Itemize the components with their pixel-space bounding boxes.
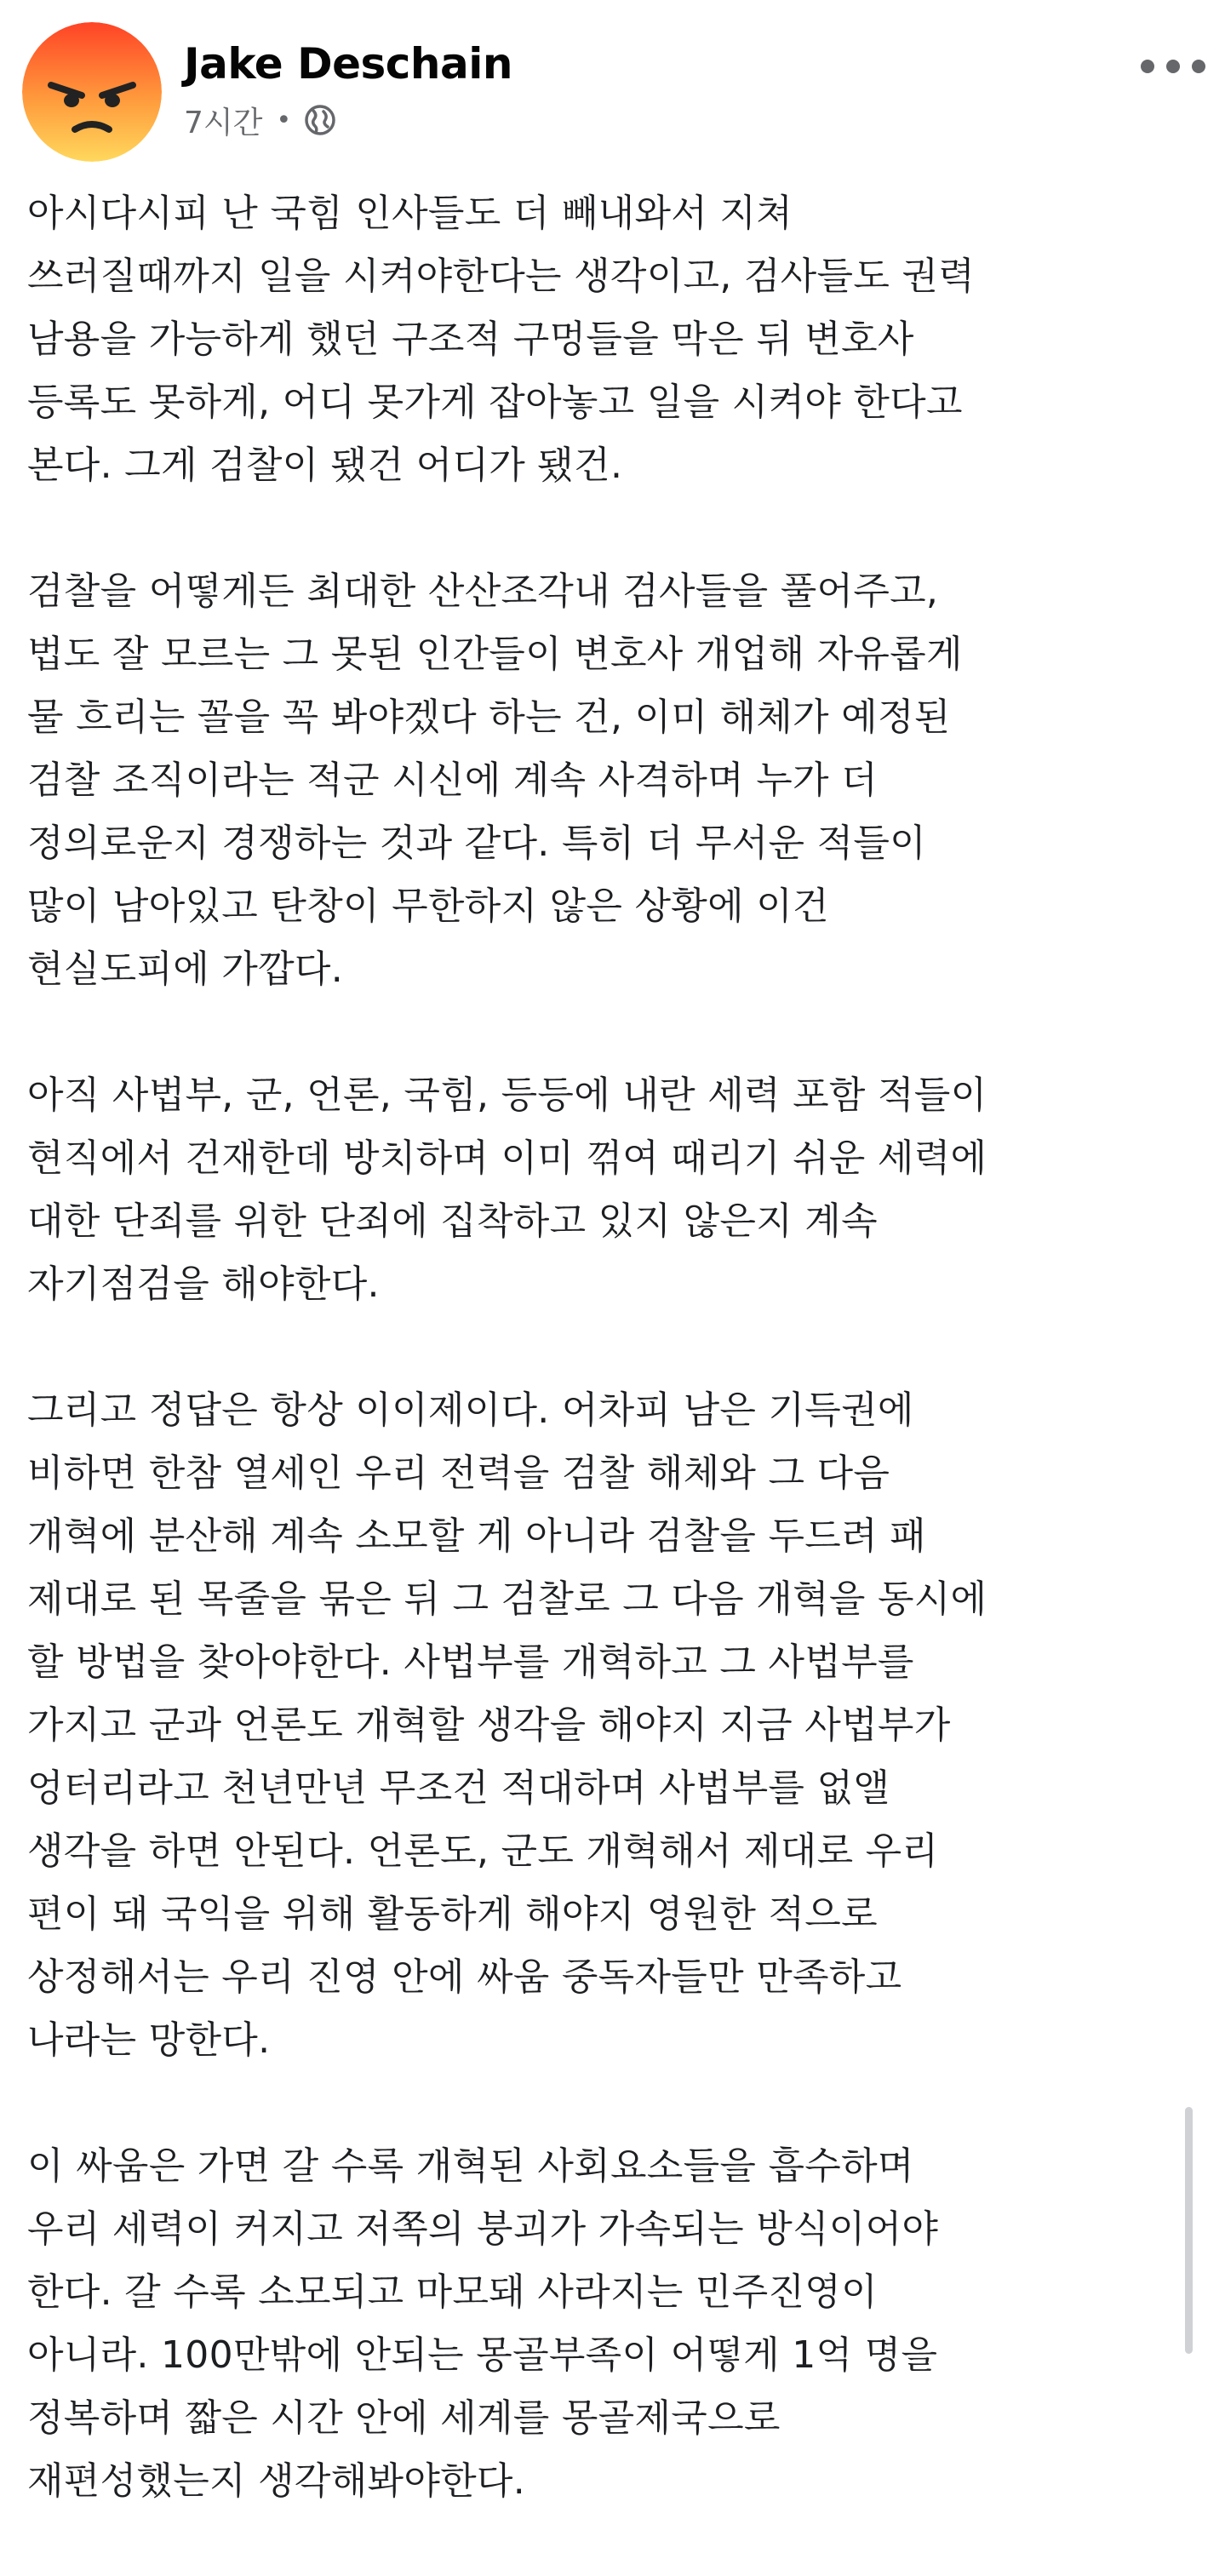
- more-dot-icon: [1166, 60, 1180, 73]
- post-text-line: 나라는 망한다.: [27, 2018, 271, 2062]
- post-text-line: 많이 남아있고 탄창이 무한하지 않은 상황에 이건: [27, 884, 829, 928]
- post-text-line: 우리 세력이 커지고 저쪽의 붕괴가 가속되는 방식이어야: [27, 2207, 939, 2251]
- post-text-line: 편이 돼 국익을 위해 활동하게 해야지 영원한 적으로: [27, 1892, 878, 1936]
- angry-face-icon: [22, 22, 162, 162]
- post-text-line: 쓰러질때까지 일을 시켜야한다는 생각이고, 검사들도 권력: [27, 255, 976, 298]
- post-text-line: 검찰을 어떻게든 최대한 산산조각내 검사들을 풀어주고,: [27, 570, 939, 613]
- post-text-line: 아시다시피 난 국힘 인사들도 더 빼내와서 지쳐: [27, 192, 793, 235]
- post-text-line: 법도 잘 모르는 그 못된 인간들이 변호사 개업해 자유롭게: [27, 633, 963, 676]
- globe-icon[interactable]: [303, 103, 337, 137]
- post-text-line: 가지고 군과 언론도 개혁할 생각을 해야지 지금 사법부가: [27, 1703, 951, 1747]
- post-paragraph: [27, 1064, 1202, 1316]
- meta-separator: •: [276, 105, 292, 135]
- post-text-line: 할 방법을 찾아야한다. 사법부를 개혁하고 그 사법부를: [27, 1640, 914, 1684]
- post-body: [27, 182, 1202, 2576]
- post-text-line: 생각을 하면 안된다. 언론도, 군도 개혁해서 제대로 우리: [27, 1829, 939, 1873]
- post-text-line: 제대로 된 목줄을 묶은 뒤 그 검찰로 그 다음 개혁을 동시에: [27, 1577, 987, 1621]
- post-text-line: 그리고 정답은 항상 이이제이다. 어차피 남은 기득권에: [27, 1388, 914, 1432]
- more-dot-icon: [1141, 60, 1154, 73]
- post-timestamp[interactable]: 7시간: [184, 105, 263, 140]
- post-text-line: 검찰 조직이라는 적군 시신에 계속 사격하며 누가 더: [27, 758, 878, 802]
- post-paragraph: [27, 182, 1202, 497]
- post-paragraph: [27, 1379, 1202, 2072]
- post-text-line: 이 싸움은 가면 갈 수록 개혁된 사회요소들을 흡수하며: [27, 2144, 914, 2188]
- post-text-line: 자기점검을 해야한다.: [27, 1262, 380, 1306]
- post-text-line: 비하면 한참 열세인 우리 전력을 검찰 해체와 그 다음: [27, 1451, 890, 1495]
- post-text-line: 본다. 그게 검찰이 됐건 어디가 됐건.: [27, 444, 623, 487]
- author-name[interactable]: Jake Deschain: [184, 39, 512, 89]
- post-text-line: 아니라. 100만밖에 안되는 몽골부족이 어떻게 1억 명을: [27, 2333, 938, 2377]
- post-text-line: 상정해서는 우리 진영 안에 싸움 중독자들만 만족하고: [27, 1955, 902, 1999]
- post-text-line: 물 흐리는 꼴을 꼭 봐야겠다 하는 건, 이미 해체가 예정된: [27, 696, 951, 739]
- post-text-line: 현실도피에 가깝다.: [27, 947, 344, 991]
- avatar[interactable]: [22, 22, 162, 162]
- post-text-line: 한다. 갈 수록 소모되고 마모돼 사라지는 민주진영이: [27, 2270, 878, 2314]
- post-text-line: 아직 사법부, 군, 언론, 국힘, 등등에 내란 세력 포함 적들이: [27, 1073, 987, 1117]
- more-options-button[interactable]: [1141, 51, 1205, 82]
- post-paragraph: [27, 2135, 1202, 2513]
- post-paragraph: [27, 560, 1202, 1001]
- post-text-line: 등록도 못하게, 어디 못가게 잡아놓고 일을 시켜야 한다고: [27, 381, 963, 424]
- post-text-line: 개혁에 분산해 계속 소모할 게 아니라 검찰을 두드려 패: [27, 1514, 926, 1558]
- post-meta: [184, 99, 337, 141]
- post-text-line: 대한 단죄를 위한 단죄에 집착하고 있지 않은지 계속: [27, 1199, 878, 1243]
- post-text-line: 엉터리라고 천년만년 무조건 적대하며 사법부를 없앨: [27, 1766, 890, 1810]
- post-text-line: 남용을 가능하게 했던 구조적 구멍들을 막은 뒤 변호사: [27, 318, 914, 361]
- post-text-line: 현직에서 건재한데 방치하며 이미 꺾여 때리기 쉬운 세력에: [27, 1136, 987, 1180]
- post-header: [0, 0, 1225, 170]
- post-text-line: 정복하며 짧은 시간 안에 세계를 몽골제국으로: [27, 2396, 781, 2440]
- more-dot-icon: [1192, 60, 1205, 73]
- post-text-line: 정의로운지 경쟁하는 것과 같다. 특히 더 무서운 적들이: [27, 821, 926, 865]
- scrollbar-thumb[interactable]: [1185, 2107, 1193, 2354]
- post-text-line: 재편성했는지 생각해봐야한다.: [27, 2459, 526, 2503]
